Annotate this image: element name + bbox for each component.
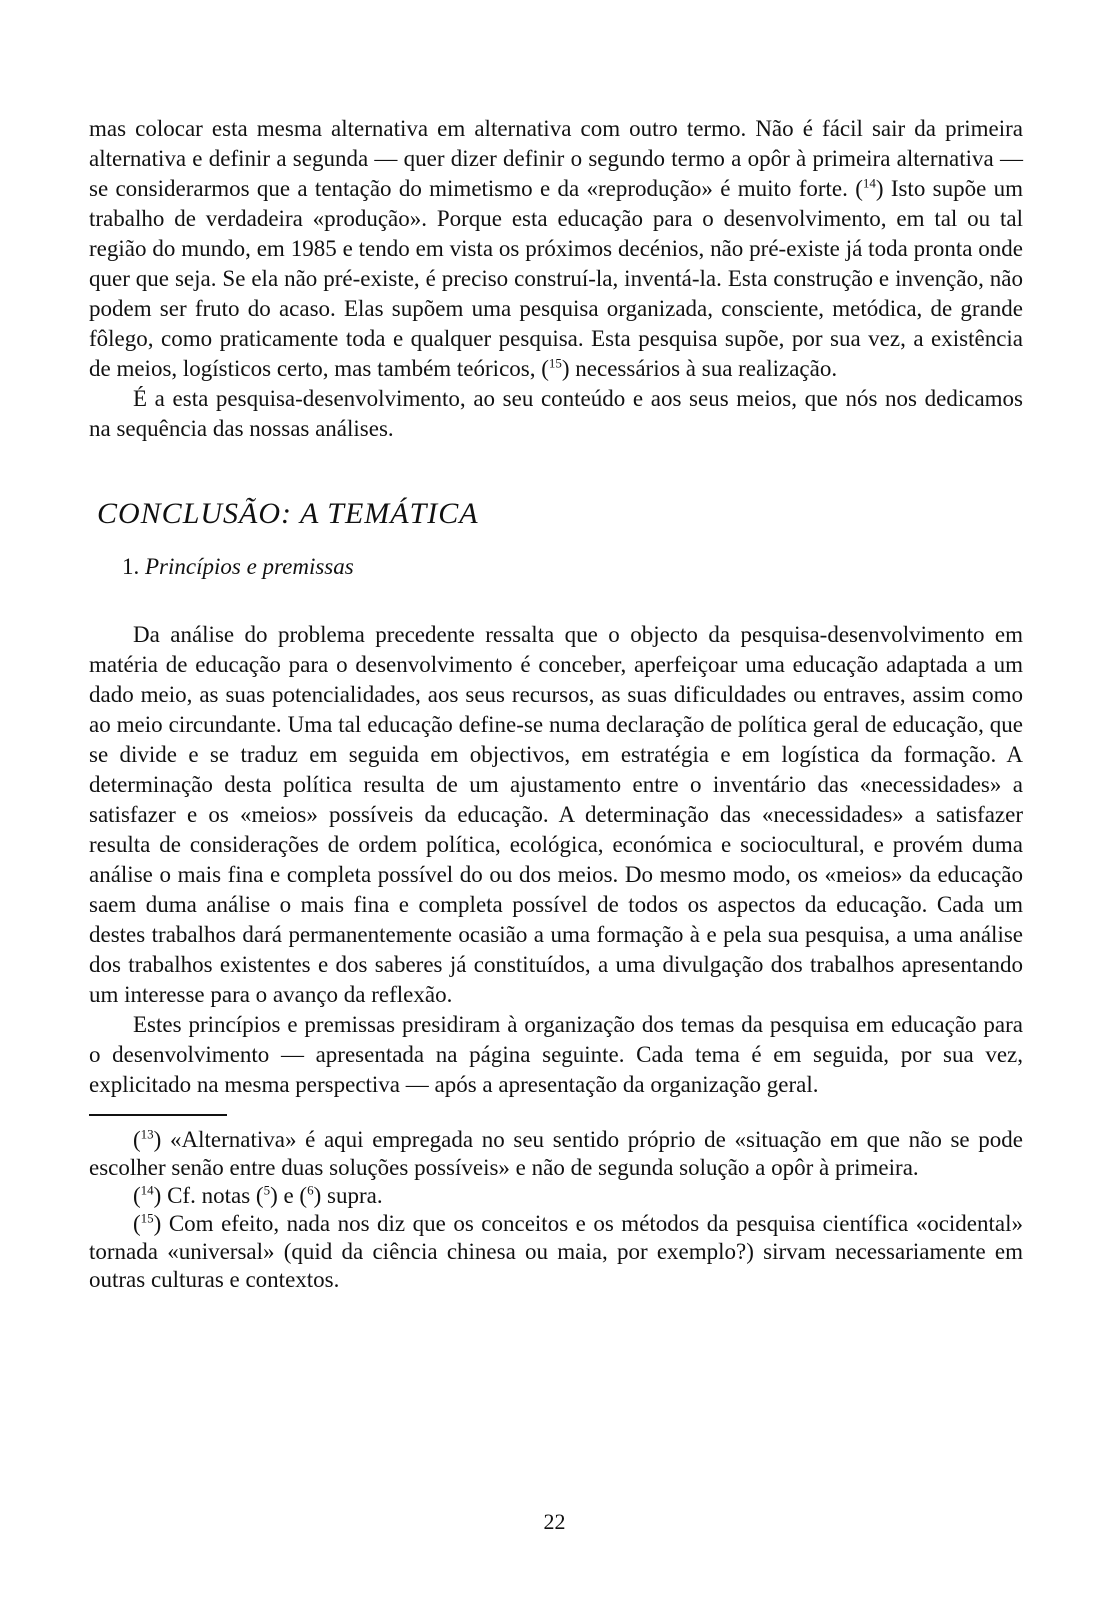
footnote-divider	[89, 1114, 227, 1116]
page-number: 22	[543, 1509, 566, 1534]
subsection-number: 1.	[122, 554, 140, 579]
paragraph-text: ) Isto supõe um trabalho de verdadeira «produção». Porque esta educação para o desenvolvimento, em tal ou tal região do mundo, em 1985 e tendo em vista os próximos decénios, não pré-existe já toda pronta onde quer que seja. Se ela não pré-existe, é preciso construí-la, inventá-la. Esta construção e invenção, não podem ser fruto do acaso. Elas supõem uma pesquisa organizada, consciente, metódica, de grande fôlego, como praticamente toda e qualquer pesquisa. Esta pesquisa supõe, por sua vez, a existência de meios, logísticos certo, mas também teóricos, (	[89, 176, 1023, 381]
footnote-ref-15[interactable]: 15	[548, 355, 562, 371]
footnote-14: ($^{14}$) Cf. notas ($^5$) e ($^6$) supra.	[133, 1182, 383, 1208]
footnote-number: 14	[140, 1182, 154, 1198]
body-paragraph-2: É a esta pesquisa-desenvolvimento, ao seu conteúdo e aos seus meios, que nós nos dedicamos na sequência das nossas análises.	[89, 386, 1023, 441]
footnote-number: 15	[140, 1210, 154, 1226]
footnote-text: ) supra.	[313, 1183, 383, 1208]
body-paragraph-1	[89, 114, 1023, 384]
subsection-heading	[122, 552, 1023, 582]
footnote-text: Cf. notas (	[167, 1183, 264, 1208]
page-content	[89, 114, 1023, 1294]
footnote-text: Com efeito, nada nos diz que os conceitos e os métodos da pesquisa científica «ocidental» tornada «universal» (quid da ciência chinesa ou maia, por exemplo?) sirvam necessariamente em outras culturas e contextos.	[89, 1211, 1023, 1292]
paragraph-text: mas colocar esta mesma alternativa em alternativa com outro termo. Não é fácil sair da primeira alternativa e definir a segunda — quer dizer definir o segundo termo a opôr à primeira alternativa — se considerarmos que a tentação do mimetismo e da «reprodução» é muito forte. (	[89, 116, 1023, 201]
footnote-cross-ref[interactable]: 6	[307, 1182, 314, 1198]
subsection-title: Princípios e premissas	[145, 554, 354, 579]
section-title: CONCLUSÃO: A TEMÁTICA	[97, 497, 479, 530]
body-paragraph-3: Da análise do problema precedente ressalta que o objecto da pesquisa-desenvolvimento em matéria de educação para o desenvolvimento é conceber, aperfeiçoar uma educação adaptada a um dado meio, as suas potencialidades, aos seus recursos, as suas dificuldades ou entraves, assim como ao meio circundante. Uma tal educação define-se numa declaração de política geral de educação, que se divide e se traduz em seguida em objectivos, em estratégia e em logística da formação. A determinação desta política resulta de um ajustamento entre o inventário das «necessidades» a satisfazer e os «meios» possíveis da educação. A determinação das «necessidades» a satisfazer resulta de considerações de ordem política, ecológica, económica e sociocultural, e provém duma análise o mais fina e completa possível do ou dos meios. Do mesmo modo, os «meios» da educação saem duma análise o mais fina e completa possível de todos os aspectos da educação. Cada um destes trabalhos dará permanentemente ocasião a uma formação à e pela sua pesquisa, a uma análise dos trabalhos existentes e dos saberes já constituídos, a uma divulgação dos trabalhos apresentando um interesse para o avanço da reflexão.	[89, 622, 1023, 1007]
footnote-cross-ref[interactable]: 5	[263, 1182, 271, 1198]
footnote-15: ($^{15}$) Com efeito, nada nos diz que os conceitos e os métodos da pesquisa científica «ocidental» tornada «universal» (quid da ciência chinesa ou maia, por exemplo?) sirvam necessariamente em outras culturas e contextos.	[89, 1210, 1023, 1292]
footnote-ref-14[interactable]: 14	[862, 175, 876, 191]
footnote-13: ($^{13}$) «Alternativa» é aqui empregada no seu sentido próprio de «situação em que não se pode escolher senão entre duas soluções possíveis» e não de segunda solução a opôr à primeira.	[89, 1126, 1023, 1180]
footnote-text: ) e (	[270, 1183, 308, 1208]
footnote-text: «Alternativa» é aqui empregada no seu sentido próprio de «situação em que não se pode escolher senão entre duas soluções possíveis» e não de segunda solução a opôr à primeira.	[89, 1127, 1023, 1180]
paragraph-text: ) necessários à sua realização.	[561, 356, 838, 381]
footnote-number: 13	[140, 1126, 154, 1142]
body-paragraph-4: Estes princípios e premissas presidiram à organização dos temas da pesquisa em educação para o desenvolvimento — apresentada na página seguinte. Cada tema é em seguida, por sua vez, explicitado na mesma perspectiva — após a apresentação da organização geral.	[89, 1012, 1023, 1097]
